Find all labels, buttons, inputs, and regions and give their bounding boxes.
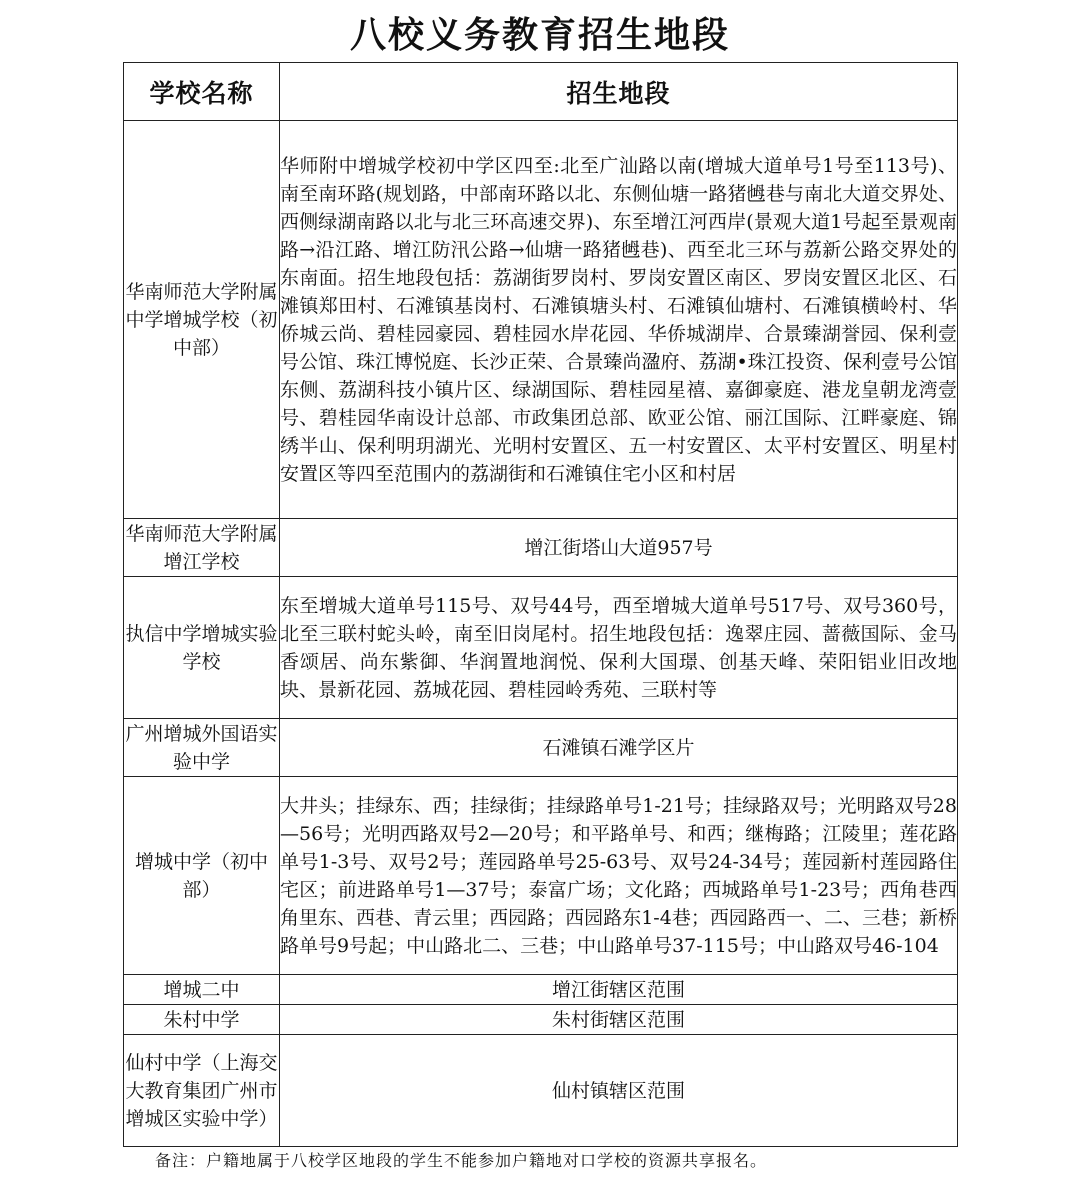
table-row — [124, 975, 958, 1005]
school-name-cell: 朱村中学 — [124, 1005, 280, 1035]
enrollment-area-cell: 东至增城大道单号115号、双号44号，西至增城大道单号517号、双号360号，北至三联村蛇头岭，南至旧岗尾村。招生地段包括：逸翠庄园、蔷薇国际、金马香颂居、尚东紫御、华润置地润悦、保利大国璟、创基天峰、荣阳铝业旧改地块、景新花园、荔城花园、碧桂园岭秀苑、三联村等 — [280, 577, 958, 719]
table-row — [124, 719, 958, 777]
page-title: 八校义务教育招生地段 — [349, 15, 730, 56]
table-row — [124, 1035, 958, 1147]
header-school-name: 学校名称 — [124, 63, 280, 121]
enrollment-area-cell: 仙村镇辖区范围 — [280, 1035, 958, 1147]
table-row — [124, 1005, 958, 1035]
header-enrollment-area: 招生地段 — [280, 63, 958, 121]
table-row — [124, 577, 958, 719]
enrollment-area-cell: 华师附中增城学校初中学区四至:北至广汕路以南(增城大道单号1号至113号)、南至南环路(规划路，中部南环路以北、东侧仙塘一路猪乸巷与南北大道交界处、西侧绿湖南路以北与北三环高速交界)、东至增江河西岸(景观大道1号起至景观南路→沿江路、增江防汛公路→仙塘一路猪乸巷)、西至北三环与荔新公路交界处的东南面。招生地段包括：荔湖街罗岗村、罗岗安置区南区、罗岗安置区北区、石滩镇郑田村、石滩镇基岗村、石滩镇塘头村、石滩镇仙塘村、石滩镇横岭村、华侨城云尚、碧桂园豪园、碧桂园水岸花园、华侨城湖岸、合景臻湖誉园、保利壹号公馆、珠江博悦庭、长沙正荣、合景臻尚溋府、荔湖•珠江投资、保利壹号公馆东侧、荔湖科技小镇片区、绿湖国际、碧桂园星禧、嘉御豪庭、港龙皇朝龙湾壹号、碧桂园华南设计总部、市政集团总部、欧亚公馆、丽江国际、江畔豪庭、锦绣半山、保利明玥湖光、光明村安置区、五一村安置区、太平村安置区、明星村安置区等四至范围内的荔湖街和石滩镇住宅小区和村居 — [280, 121, 958, 519]
table-row — [124, 121, 958, 519]
enrollment-area-cell: 石滩镇石滩学区片 — [280, 719, 958, 777]
footnote: 备注：户籍地属于八校学区地段的学生不能参加户籍地对口学校的资源共享报名。 — [155, 1151, 768, 1170]
enrollment-area-cell: 增江街辖区范围 — [280, 975, 958, 1005]
school-name-cell: 增城中学（初中部） — [124, 777, 280, 975]
table-row — [124, 519, 958, 577]
table-header-row — [124, 63, 958, 121]
school-name-cell: 执信中学增城实验学校 — [124, 577, 280, 719]
enrollment-area-cell: 大井头；挂绿东、西；挂绿街；挂绿路单号1-21号；挂绿路双号；光明路双号28—56号；光明西路双号2—20号；和平路单号、和西；继梅路；江陵里；莲花路单号1-3号、双号2号；莲园路单号25-63号、双号24-34号；莲园新村莲园路住宅区；前进路单号1—37号；泰富广场；文化路；西城路单号1-23号；西角巷西角里东、西巷、青云里；西园路；西园路东1-4巷；西园路西一、二、三巷；新桥路单号9号起；中山路北二、三巷；中山路单号37-115号；中山路双号46-104 — [280, 777, 958, 975]
school-name-cell: 仙村中学（上海交大教育集团广州市增城区实验中学） — [124, 1035, 280, 1147]
enrollment-area-cell: 增江街塔山大道957号 — [280, 519, 958, 577]
school-name-cell: 增城二中 — [124, 975, 280, 1005]
school-name-cell: 华南师范大学附属增江学校 — [124, 519, 280, 577]
school-name-cell: 广州增城外国语实验中学 — [124, 719, 280, 777]
school-name-cell: 华南师范大学附属中学增城学校（初中部） — [124, 121, 280, 519]
enrollment-area-cell: 朱村街辖区范围 — [280, 1005, 958, 1035]
enrollment-zone-table — [123, 62, 958, 1147]
table-row — [124, 777, 958, 975]
